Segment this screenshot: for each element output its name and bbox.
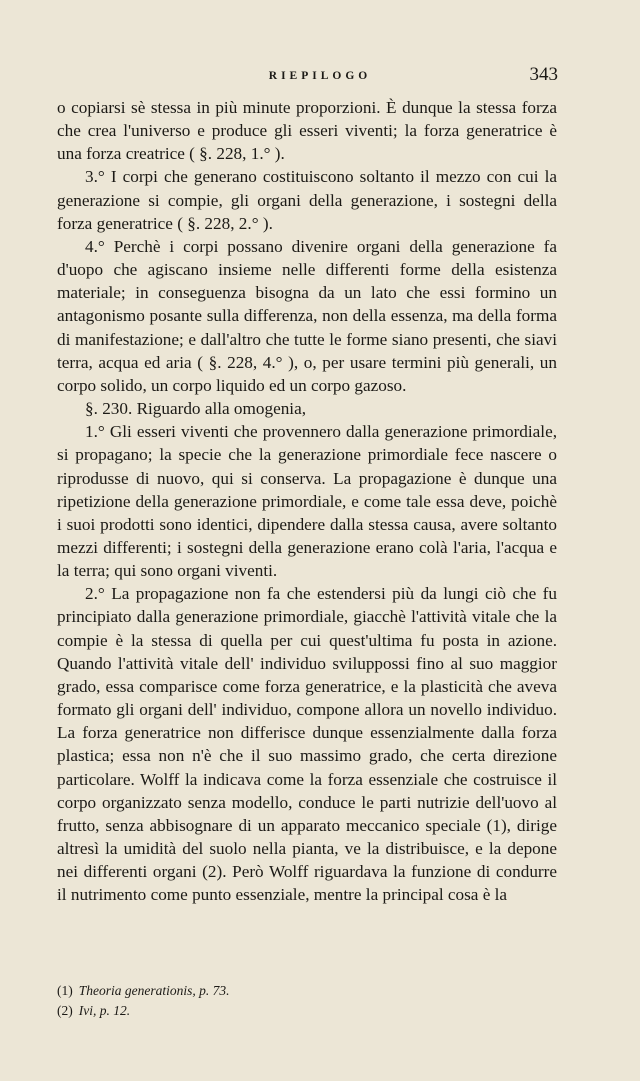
- paragraph: 3.° I corpi che generano costituiscono soltanto il mezzo con cui la generazione si compie, gli organi della generazione, i sostegni della forza generatrice ( §. 228, 2.° ).: [57, 167, 557, 233]
- footnote-ref: (1): [57, 983, 73, 998]
- footnote-page: p. 73.: [199, 983, 230, 998]
- footnote-title: Theoria generationis,: [78, 983, 196, 998]
- footnote-title: Ivi,: [78, 1003, 97, 1018]
- running-title: RIEPILOGO: [268, 70, 372, 82]
- section-heading: §. 230. Riguardo alla omogenia,: [85, 399, 307, 419]
- paragraph: 4.° Perchè i corpi possano divenire organi della generazione fa d'uopo che agiscano insieme nelle differenti forme della esistenza materiale; in conseguenza bisogna da un lato che essi formino un antagonismo posante sulla differenza, non della essenza, ma della forma di manifestazione; e dall'altro che tutte le forme siano presenti, che siavi terra, acqua ed aria ( §. 228, 4.° ), o, per usare termini più generali, un corpo solido, un corpo liquido ed un corpo gazoso.: [57, 236, 557, 395]
- paragraph: 2.° La propagazione non fa che estendersi più da lungi ciò che fu principiato dalla generazione primordiale, giacchè l'attività vitale che la compie è la stessa di quella per cui quest'ultima fu posta in azione. Quando l'attività vitale dell' individuo sviluppossi fino al suo maggior grado, essa comparisce come forza generatrice, e la plasticità che aveva formato gli organi dell' individuo, compone allora un novello individuo. La forza generatrice non differisce dunque essenzialmente dalla forza plastica; essa non n'è che il suo massimo grado, che certa direzione particolare. Wolff la indicava come la forza essenziale che costruisce il corpo organizzato senza modello, conduce le parti nutrizie dell'uovo al frutto, senza abbisognare di un apparato meccanico speciale (1), dirige altresì la umidità del suolo nella pianta, ve la distribuisce, e la depone nei differenti organi (2). Però Wolff riguardava la funzione di condurre il nutrimento come punto essenziale, mentre la principal cosa è la: [57, 584, 557, 905]
- paragraph: o copiarsi sè stessa in più minute proporzioni. È dunque la stessa forza che crea l'universo e produce gli esseri viventi; la forza generatrice è una forza creatrice ( §. 228, 1.° ).: [57, 98, 557, 164]
- footnotes: [57, 981, 557, 1021]
- footnote-ref: (2): [57, 1003, 73, 1018]
- body-text: [57, 96, 557, 906]
- page-number: 343: [529, 64, 558, 85]
- footnote: [57, 981, 557, 1001]
- page-header: [0, 62, 640, 92]
- footnote-page: p. 12.: [99, 1003, 131, 1018]
- footnote: [57, 1001, 557, 1021]
- paragraph: 1.° Gli esseri viventi che provennero dalla generazione primordiale, si propagano; la specie che la generazione primordiale fece nascere o riprodusse di nuovo, qui si conserva. La propagazione è dunque una ripetizione della generazione primordiale, e come tale essa deve, poichè i suoi prodotti sono identici, dipendere dalla stessa causa, avere soltanto mezzi differenti; i sostegni della generazione erano colà l'aria, l'acqua e la terra; qui sono organi viventi.: [57, 422, 557, 581]
